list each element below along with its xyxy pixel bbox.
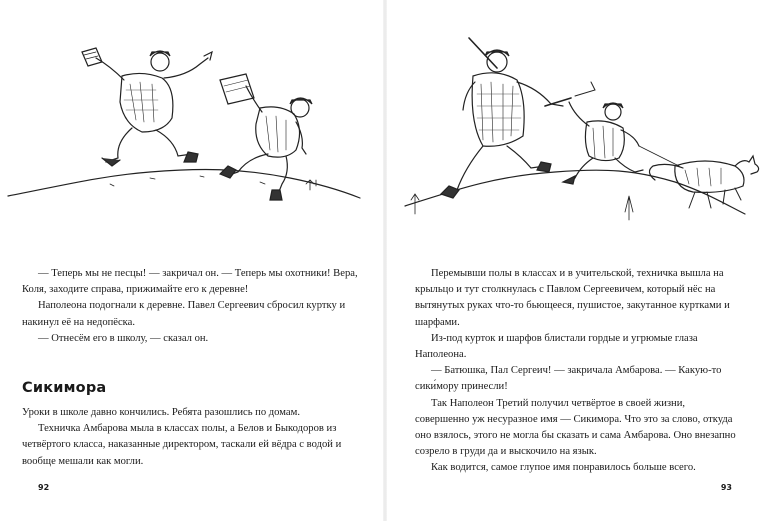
paragraph: — Батюшка, Пал Сергеич! — закричала Амбарова. — Какую-то сики́мору принесли! — [415, 365, 722, 393]
page-number: 93 — [720, 483, 732, 492]
right-page — [385, 0, 770, 521]
chapter-heading: Сикимора — [22, 380, 107, 396]
left-bottom-text — [22, 405, 360, 470]
paragraph: Как водится, самое глупое имя понравилось больше всего. — [431, 462, 696, 474]
paragraph: Из-под курток и шарфов блистали гордые и угрюмые глаза Наполеона. — [415, 332, 698, 361]
hunters-and-fox-illustration — [385, 0, 770, 260]
paragraph: Уроки в школе давно кончились. Ребята разошлись по домам. — [22, 407, 300, 418]
paragraph: Перемывши полы в классах и в учительской, техничка вышла на крыльцо и тут столкнулась с Павлом Сергеевичем, который нёс на вытянутых руках что-то бьющееся, пушистое, закутанное куртками и шарфами. — [415, 268, 730, 328]
right-text — [415, 266, 741, 477]
paragraph: Так Наполеон Третий получил четвёртое в своей жизни, совершенно уж несуразное имя — Сикимора. Что это за слово, откуда оно взялось, этого не могла бы сказать и сама Амбарова. Оно внезапно созрело в груди да и выскочило на язык. — [415, 397, 736, 458]
paragraph: Техничка Амбарова мыла в классах полы, а Белов и Быкодоров из четвёртого класса, наказанные директором, таскали ей вёдра с водой и вообще мешали как могли. — [22, 423, 342, 467]
paragraph: — Теперь мы не песцы! — закричал он. — Теперь мы охотники! Вера, Коля, заходите справа, прижимайте его к деревне! — [22, 268, 358, 296]
left-top-text — [22, 266, 360, 347]
two-runners-illustration — [0, 0, 385, 260]
page-number: 92 — [38, 483, 50, 492]
paragraph: — Отнесём его в школу, — сказал он. — [38, 332, 209, 344]
paragraph: Наполеона подогнали к деревне. Павел Сергеевич сбросил куртку и накинул её на недопёска. — [22, 300, 346, 328]
